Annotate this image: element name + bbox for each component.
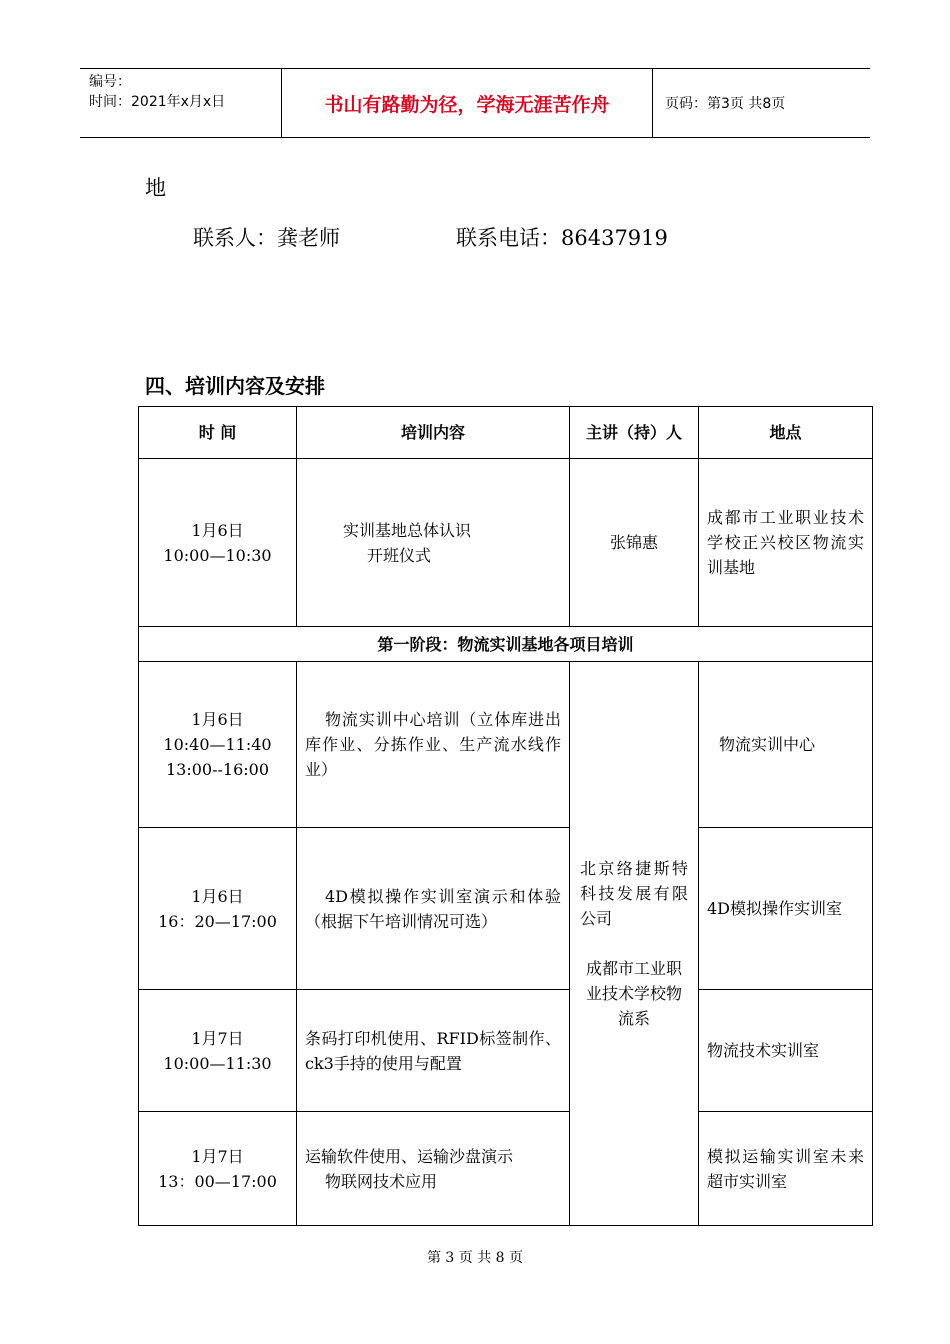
row5-time-cell xyxy=(139,1112,297,1226)
row5-content-line1: 运输软件使用、运输沙盘演示 xyxy=(305,1146,514,1166)
contact-person: 联系人：龚老师 xyxy=(193,226,340,250)
page-footer: 第 3 页 共 8 页 xyxy=(426,1250,524,1266)
shared-speaker-cell xyxy=(570,662,699,1226)
speaker-company: 北京络捷斯特科技发展有限公司 xyxy=(580,859,688,928)
row5-place: 模拟运输实训室未来超市实训室 xyxy=(699,1112,873,1226)
row2-date: 1月6日 xyxy=(191,710,244,729)
row2-time-cell xyxy=(139,662,297,828)
row3-time: 16：20—17:00 xyxy=(158,911,277,931)
row3-place: 4D模拟操作实训室 xyxy=(699,828,873,990)
row1-time: 10:00—10:30 xyxy=(163,545,272,565)
row2-place: 物流实训中心 xyxy=(699,662,873,828)
row2-content: 物流实训中心培训（立体库进出库作业、分拣作业、生产流水线作业） xyxy=(297,662,570,828)
number-label: 编号： xyxy=(89,74,131,90)
stage-row xyxy=(139,627,873,662)
table-row xyxy=(139,459,873,627)
speaker-spacer xyxy=(580,931,688,956)
row1-speaker: 张锦惠 xyxy=(570,459,699,627)
table-row xyxy=(139,662,873,828)
section-heading: 四、培训内容及安排 xyxy=(145,374,325,398)
contact-phone: 联系电话：86437919 xyxy=(456,226,668,250)
row1-place: 成都市工业职业技术学校正兴校区物流实训基地 xyxy=(699,459,873,627)
row5-date: 1月7日 xyxy=(191,1146,244,1166)
table-row xyxy=(139,1112,873,1226)
row1-time-cell xyxy=(139,459,297,627)
row3-time-cell xyxy=(139,828,297,990)
row3-content: 4D模拟操作实训室演示和体验 （根据下午培训情况可选） xyxy=(297,828,570,990)
row5-content-cell xyxy=(297,1112,570,1226)
header-content: 培训内容 xyxy=(297,407,570,459)
page-label-text: 页码：第3页 共8页 xyxy=(665,96,786,112)
row2-time2: 13:00--16:00 xyxy=(165,760,270,779)
text-fragment: 地 xyxy=(145,176,166,200)
row4-content: 条码打印机使用、RFID标签制作、ck3手持的使用与配置 xyxy=(297,990,570,1112)
speaker-school: 成都市工业职业技术学校物流系 xyxy=(585,959,682,1028)
header-meta xyxy=(80,69,282,137)
row1-content-line2: 开班仪式 xyxy=(367,545,432,565)
table-row xyxy=(139,828,873,990)
row3-date: 1月6日 xyxy=(191,886,244,906)
row1-date: 1月6日 xyxy=(191,520,244,540)
row4-time: 10:00—11:30 xyxy=(163,1053,272,1073)
table-header-row xyxy=(139,407,873,459)
row5-time: 13：00—17:00 xyxy=(158,1171,277,1191)
row4-time-cell xyxy=(139,990,297,1112)
header-place: 地点 xyxy=(699,407,873,459)
schedule-table xyxy=(138,406,873,1226)
stage-title: 第一阶段：物流实训基地各项目培训 xyxy=(139,627,873,662)
header-speaker: 主讲（持）人 xyxy=(570,407,699,459)
row4-place: 物流技术实训室 xyxy=(699,990,873,1112)
time-label: 时间：2021年x月x日 xyxy=(89,94,226,110)
page-header xyxy=(80,68,870,138)
row2-time1: 10:40—11:40 xyxy=(163,735,272,754)
header-page-label xyxy=(653,69,870,137)
header-motto: 书山有路勤为径，学海无涯苦作舟 xyxy=(282,69,653,137)
row4-date: 1月7日 xyxy=(191,1028,244,1048)
header-time: 时 间 xyxy=(139,407,297,459)
row1-content-line1: 实训基地总体认识 xyxy=(343,520,472,540)
row5-content-line2: 物联网技术应用 xyxy=(325,1171,438,1191)
table-row xyxy=(139,990,873,1112)
row1-content-cell xyxy=(297,459,570,627)
